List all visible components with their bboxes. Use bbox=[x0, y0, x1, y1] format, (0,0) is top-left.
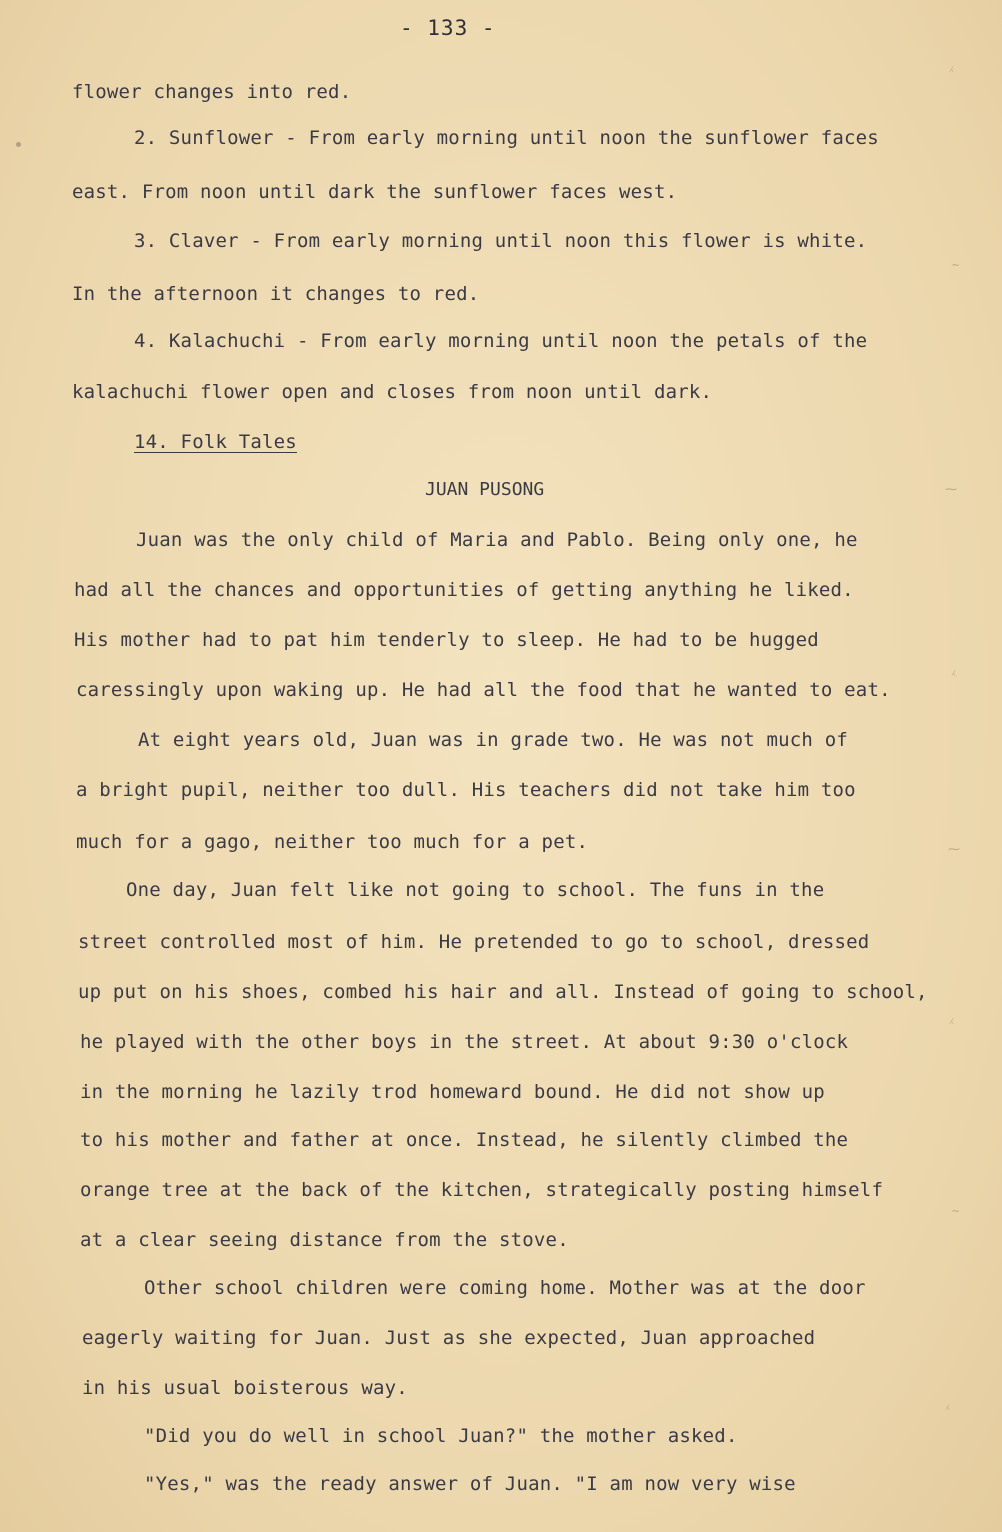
text-line: "Did you do well in school Juan?" the mother asked. bbox=[144, 1425, 738, 1447]
margin-mark: ⁓ bbox=[945, 482, 957, 496]
text-line: to his mother and father at once. Instead, he silently climbed the bbox=[80, 1129, 849, 1151]
text-line: much for a gago, neither too much for a pet. bbox=[76, 831, 589, 853]
text-line: at a clear seeing distance from the stove. bbox=[80, 1229, 569, 1251]
section-heading: 14. Folk Tales bbox=[134, 431, 297, 453]
margin-mark: ⁁ bbox=[950, 1010, 953, 1024]
text-line: in his usual boisterous way. bbox=[82, 1377, 408, 1399]
margin-mark: ⁁ bbox=[950, 58, 953, 72]
text-line: kalachuchi flower open and closes from noon until dark. bbox=[72, 381, 713, 403]
page-number: - 133 - bbox=[400, 16, 496, 40]
text-line: orange tree at the back of the kitchen, strategically posting himself bbox=[80, 1179, 884, 1201]
text-line: had all the chances and opportunities of getting anything he liked. bbox=[74, 579, 854, 601]
text-line: a bright pupil, neither too dull. His teachers did not take him too bbox=[76, 779, 856, 801]
text-line: One day, Juan felt like not going to school. The funs in the bbox=[126, 879, 825, 901]
text-line: in the morning he lazily trod homeward bound. He did not show up bbox=[80, 1081, 825, 1103]
margin-mark: ⁁ bbox=[952, 662, 955, 676]
margin-mark: ~ bbox=[952, 258, 960, 272]
text-line: In the afternoon it changes to red. bbox=[72, 283, 480, 305]
paper-spot bbox=[16, 142, 21, 147]
text-line: At eight years old, Juan was in grade two. He was not much of bbox=[138, 729, 848, 751]
text-line: caressingly upon waking up. He had all the food that he wanted to eat. bbox=[76, 679, 891, 701]
text-line: east. From noon until dark the sunflower faces west. bbox=[72, 181, 678, 203]
text-line: 3. Claver - From early morning until noon this flower is white. bbox=[134, 230, 868, 252]
text-line: up put on his shoes, combed his hair and all. Instead of going to school, bbox=[78, 981, 928, 1003]
text-line: 4. Kalachuchi - From early morning until noon the petals of the bbox=[134, 330, 868, 352]
margin-mark: ⁁ bbox=[946, 1396, 949, 1410]
margin-mark: ~ bbox=[952, 1204, 960, 1218]
text-line: Other school children were coming home. Mother was at the door bbox=[144, 1277, 866, 1299]
story-title: JUAN PUSONG bbox=[425, 479, 545, 500]
text-line: His mother had to pat him tenderly to sleep. He had to be hugged bbox=[74, 629, 819, 651]
text-line: street controlled most of him. He pretended to go to school, dressed bbox=[78, 931, 870, 953]
text-line: "Yes," was the ready answer of Juan. "I am now very wise bbox=[144, 1473, 796, 1495]
text-line: flower changes into red. bbox=[72, 81, 352, 103]
text-line: 2. Sunflower - From early morning until noon the sunflower faces bbox=[134, 127, 879, 149]
margin-mark: ⁓ bbox=[948, 842, 960, 856]
text-line: Juan was the only child of Maria and Pablo. Being only one, he bbox=[136, 529, 858, 551]
text-line: he played with the other boys in the street. At about 9:30 o'clock bbox=[80, 1031, 849, 1053]
text-line: eagerly waiting for Juan. Just as she expected, Juan approached bbox=[82, 1327, 816, 1349]
